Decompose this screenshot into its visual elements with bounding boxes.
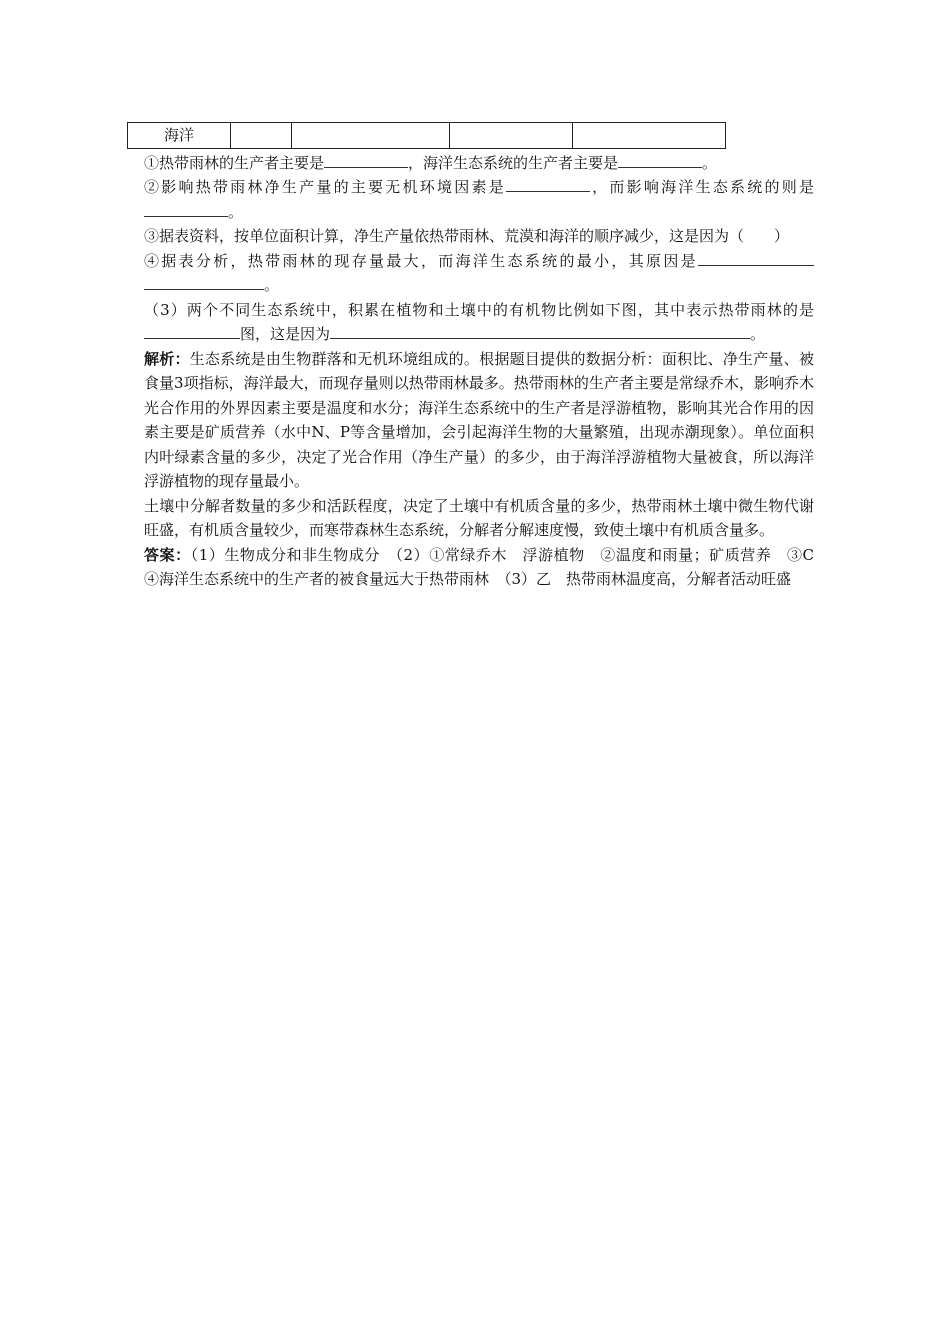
data-table-fragment	[127, 122, 726, 149]
table-cell	[231, 123, 292, 149]
question-text: ④据表分析，热带雨林的现存量最大，而海洋生态系统的最小，其原因是	[144, 251, 698, 270]
analysis-paragraph-1	[144, 347, 814, 494]
question-text: 。	[228, 202, 244, 221]
question-text: 图，这是因为	[240, 325, 331, 343]
answer-paren: （ ）	[729, 227, 790, 245]
table-row	[128, 123, 726, 149]
document-page	[144, 122, 829, 592]
question-1	[144, 151, 814, 176]
part-3	[144, 298, 814, 347]
fill-blank	[618, 151, 702, 168]
analysis-paragraph-2: 土壤中分解者数量的多少和活跃程度，决定了土壤中有机质含量的多少，热带雨林土壤中微生物代谢旺盛，有机质含量较少，而寒带森林生态系统，分解者分解速度慢，致使土壤中有机质含量多。	[144, 496, 814, 539]
question-text: ③据表资料，按单位面积计算，净生产量依热带雨林、荒漠和海洋的顺序减少，这是因为	[144, 227, 730, 245]
fill-blank	[698, 249, 814, 266]
question-3	[144, 224, 814, 249]
question-4	[144, 249, 814, 298]
question-text: 。	[702, 153, 718, 172]
answer-label: 答案：	[144, 545, 191, 564]
question-text: （3）两个不同生态系统中，积累在植物和土壤中的有机物比例如下图，其中表示热带雨林的是	[144, 300, 814, 319]
fill-blank	[144, 200, 228, 217]
question-text: 。	[750, 325, 766, 343]
fill-blank	[144, 273, 264, 290]
question-2	[144, 175, 814, 224]
analysis-text: 生态系统是由生物群落和无机环境组成的。根据题目提供的数据分析：面积比、净生产量、被食量3项指标，海洋最大，而现存量则以热带雨林最多。热带雨林的生产者主要是常绿乔木，影响乔木光合作用的外界因素主要是温度和水分；海洋生态系统中的生产者是浮游植物，影响其光合作用的因素主要是矿质营养（水中N、P等含量增加，会引起海洋生物的大量繁殖，出现赤潮现象）。单位面积内叶绿素含量的多少，决定了光合作用（净生产量）的多少，由于海洋浮游植物大量被食，所以海洋浮游植物的现存量最小。	[144, 349, 814, 490]
question-text: ②影响热带雨林净生产量的主要无机环境因素是	[144, 178, 506, 196]
answer-paragraph	[144, 543, 829, 592]
fill-blank	[324, 151, 408, 168]
question-text: ，海洋生态系统的生产者主要是	[408, 153, 619, 172]
fill-blank	[144, 322, 240, 339]
fill-blank	[506, 175, 590, 192]
question-text: 。	[264, 276, 280, 294]
table-cell-row-label: 海洋	[128, 123, 231, 149]
table-cell	[450, 123, 573, 149]
analysis-label: 解析：	[144, 349, 190, 368]
fill-blank	[330, 322, 750, 339]
table-cell	[292, 123, 450, 149]
table-cell	[573, 123, 726, 149]
question-text: ①热带雨林的生产者主要是	[144, 153, 325, 172]
question-text: ，而影响海洋生态系统的则是	[589, 178, 814, 196]
answer-text: （1）生物成分和非生物成分 （2）①常绿乔木 浮游植物 ②温度和雨量；矿质营养 ③C ④海洋生态系统中的生产者的被食量远大于热带雨林 （3）乙 热带雨林温度高，分解者活动旺盛	[144, 545, 829, 588]
